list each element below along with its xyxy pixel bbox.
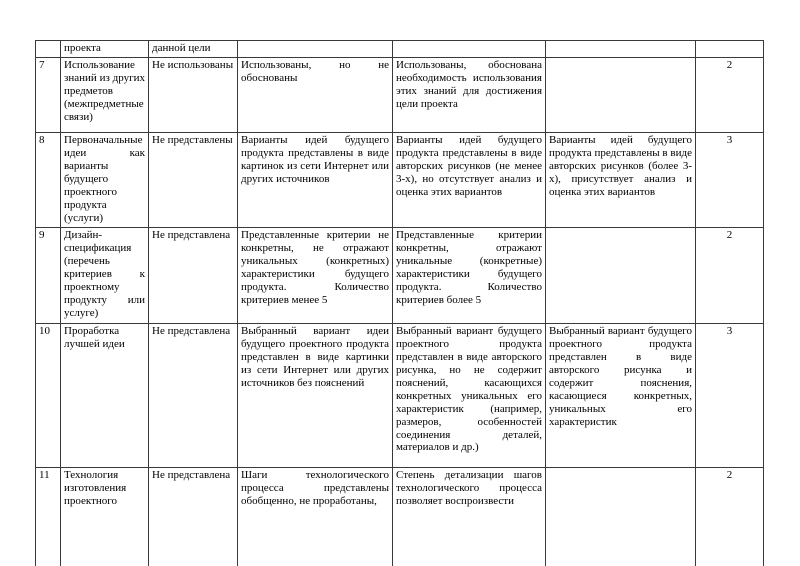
cell-text: Варианты идей будущего продукта представлены в виде авторских рисунков (более 3-х), присутствует анализ и оценка этих вариантов (546, 132, 696, 227)
table-row (36, 227, 764, 323)
cell-text: Использованы, но не обоснованы (238, 57, 393, 132)
rubric-table (35, 40, 764, 566)
cell-text: Выбранный вариант идеи будущего проектного продукта представлен в виде картинки из сети Интернет или других источников без пояснений (238, 323, 393, 467)
cell-text: Степень детализации шагов технологического процесса позволяет воспроизвести (393, 467, 546, 566)
cell-row-number: 10 (36, 323, 61, 467)
cell-score (696, 41, 764, 58)
cell-row-number: 8 (36, 132, 61, 227)
cell-row-number: 11 (36, 467, 61, 566)
cell-text: Варианты идей будущего продукта представлены в виде картинок из сети Интернет или других источников (238, 132, 393, 227)
cell-text: Первоначальные идеи как варианты будущего проектного продукта (услуги) (61, 132, 149, 227)
table-row (36, 132, 764, 227)
cell-text: Представленные критерии конкретны, отражают уникальные (конкретные) характеристики будущего продукта. Количество критериев более 5 (393, 227, 546, 323)
cell-score: 3 (696, 132, 764, 227)
table-row (36, 467, 764, 566)
cell-text: Использованы, обоснована необходимость использования этих знаний для достижения цели проекта (393, 57, 546, 132)
cell-text: Варианты идей будущего продукта представлены в виде авторских рисунков (не менее 3-х), но отсутствует анализ и оценка этих вариантов (393, 132, 546, 227)
cell-score: 2 (696, 57, 764, 132)
cell-text (393, 41, 546, 58)
cell-row-number: 9 (36, 227, 61, 323)
cell-text: данной цели (149, 41, 238, 58)
cell-text: Проработка лучшей идеи (61, 323, 149, 467)
cell-text: Дизайн-спецификация (перечень критериев к проектному продукту или услуге) (61, 227, 149, 323)
cell-text: проекта (61, 41, 149, 58)
rubric-table-body (36, 41, 764, 566)
cell-text (546, 467, 696, 566)
cell-text: Не представлена (149, 227, 238, 323)
cell-score: 3 (696, 323, 764, 467)
cell-text: Выбранный вариант будущего проектного продукта представлен в виде авторского рисунка и содержит пояснения, касающиеся конкретных, уникальных его характеристик (546, 323, 696, 467)
cell-text (546, 41, 696, 58)
cell-row-number (36, 41, 61, 58)
cell-text (546, 227, 696, 323)
cell-text: Не использованы (149, 57, 238, 132)
cell-text: Не представлены (149, 132, 238, 227)
cell-text: Использование знаний из других предметов (межпредметные связи) (61, 57, 149, 132)
cell-text: Шаги технологического процесса представлены обобщенно, не проработаны, (238, 467, 393, 566)
cell-score: 2 (696, 227, 764, 323)
cell-text: Не представлена (149, 467, 238, 566)
cell-text: Технология изготовления проектного (61, 467, 149, 566)
cell-text: Не представлена (149, 323, 238, 467)
cell-text: Выбранный вариант будущего проектного продукта представлен в виде авторского рисунка, но не содержит пояснений, касающихся конкретных уникальных его характеристик (например, размеров, особенностей соединения деталей, материалов и др.) (393, 323, 546, 467)
cell-text (546, 57, 696, 132)
cell-text: Представленные критерии не конкретны, не отражают уникальных (конкретных) характеристики будущего продукта. Количество критериев менее 5 (238, 227, 393, 323)
cell-score: 2 (696, 467, 764, 566)
table-row (36, 323, 764, 467)
cell-text (238, 41, 393, 58)
table-row (36, 41, 764, 58)
cell-row-number: 7 (36, 57, 61, 132)
table-row (36, 57, 764, 132)
